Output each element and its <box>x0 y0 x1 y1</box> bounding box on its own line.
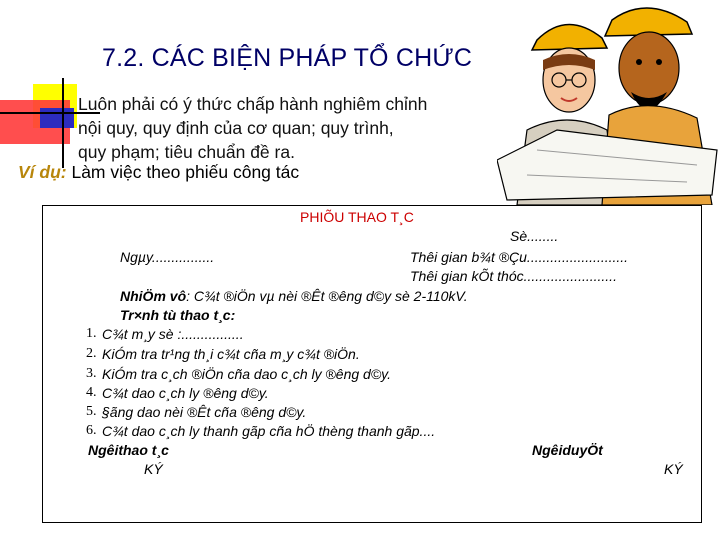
step-text: KiÓm tra c¸ch ®iÖn cña dao c¸ch ly ®êng d©y. <box>102 366 392 382</box>
slide-title: 7.2. CÁC BIỆN PHÁP TỔ CHỨC <box>102 44 473 72</box>
body-paragraph <box>78 92 478 164</box>
operator-signature-label: Ngêithao t¸c <box>88 442 169 458</box>
step-number: 4. <box>86 385 97 400</box>
example-line <box>18 162 299 183</box>
workers-illustration <box>497 0 720 205</box>
body-line: Luôn phải có ý thức chấp hành nghiêm chỉnh <box>78 94 428 114</box>
example-label: Ví dụ: <box>18 162 67 182</box>
form-start-time: Thêi gian b¾t ®Çu.......................... <box>410 249 629 265</box>
form-end-time: Thêi gian kÕt thóc........................ <box>410 268 617 284</box>
body-line: nội quy, quy định của cơ quan; quy trình, <box>78 118 394 138</box>
decor-blue-square <box>40 108 74 128</box>
step-text: C¾t m¸y sè :................ <box>102 326 244 342</box>
task-label: NhiÖm vô <box>120 288 187 304</box>
approver-sign: KÝ <box>664 461 683 477</box>
step-text: KiÓm tra tr¹ng th¸i c¾t cña m¸y c¾t ®iÖn. <box>102 346 360 362</box>
step-text: C¾t dao c¸ch ly ®êng d©y. <box>102 385 269 401</box>
step-number: 6. <box>86 423 97 438</box>
form-title: PHIÕU THAO T¸C <box>300 209 414 225</box>
body-line: quy phạm; tiêu chuẩn đề ra. <box>78 142 295 162</box>
form-date: Ngµy................ <box>120 249 215 265</box>
step-number: 2. <box>86 346 97 361</box>
procedure-heading: Tr×nh tù thao t¸c: <box>120 307 236 323</box>
step-number: 1. <box>86 326 97 341</box>
approver-signature-label: NgêiduyÖt <box>532 442 603 458</box>
form-number: Sè........ <box>510 228 559 244</box>
step-number: 3. <box>86 366 97 381</box>
task-text: : C¾t ®iÖn vµ nèi ®Êt ®êng d©y sè 2-110kV. <box>186 288 468 304</box>
step-number: 5. <box>86 404 97 419</box>
example-text: Làm việc theo phiếu công tác <box>66 162 300 182</box>
step-text: §ãng dao nèi ®Êt cña ®êng d©y. <box>102 404 307 420</box>
step-text: C¾t dao c¸ch ly thanh gãp cña hÖ thèng thanh gãp.... <box>102 423 436 439</box>
form-task <box>120 288 468 304</box>
decor-vertical-line <box>62 78 64 168</box>
operator-sign: KÝ <box>144 461 163 477</box>
